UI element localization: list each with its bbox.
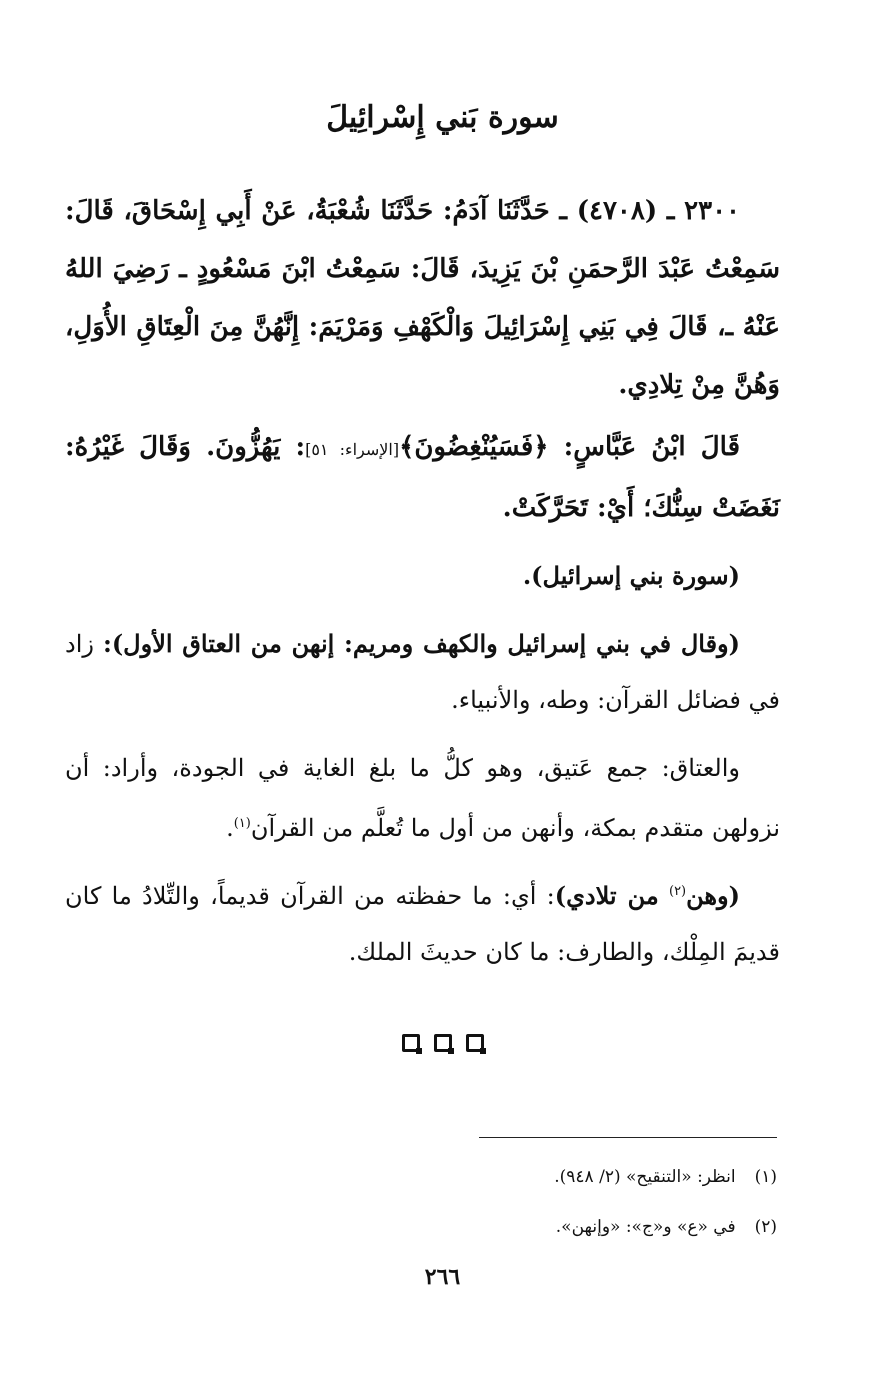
ornament-square-icon xyxy=(434,1034,452,1052)
commentary-paragraph-2 xyxy=(65,740,780,856)
footnote-separator xyxy=(479,1137,777,1138)
footnote-marker-1: (١) xyxy=(233,816,251,831)
footnote-text: في «ع» و«ج»: «وإنهن». xyxy=(555,1217,736,1237)
footnote-2 xyxy=(277,1202,777,1252)
commentary-quoted-a: (وهن xyxy=(686,881,740,910)
commentary-quoted-b: من تلادي) xyxy=(554,881,659,910)
footnote-number: (١) xyxy=(754,1167,777,1187)
page-number: ٢٦٦ xyxy=(424,1264,461,1290)
ibn-abbas-explanation: : يَهُزُّونَ. وَقَالَ غَيْرُهُ: نَغَضَتْ سِنُّكَ؛ أَيْ: تَحَرَّكَتْ. xyxy=(65,432,780,523)
commentary-atiq-text: والعتاق: جمع عَتيق، وهو كلُّ ما بلغ الغاية في الجودة، وأراد: أن نزولهن متقدم بمكة، وأنهن من أول ما تُعلَّم من القرآن xyxy=(65,754,780,842)
commentary-atiq-end: . xyxy=(226,814,234,842)
commentary-paragraph-3 xyxy=(65,864,780,980)
hadith-isnad: ٢٣٠٠ ـ (٤٧٠٨) ـ حَدَّثَنَا آدَمُ: حَدَّثَنَا شُعْبَةُ، عَنْ أَبِي إِسْحَاقَ، قَالَ: سَمِعْتُ عَبْدَ الرَّحمَنِ بْنَ يَزِيدَ، قَالَ: سَمِعْتُ ابْنَ مَسْعُودٍ ـ رَضِيَ اللهُ عَنْهُ ـ، قَالَ فِي بَنِي إِسْرَائِيلَ وَالْكَهْفِ وَمَرْيَمَ: xyxy=(65,196,780,342)
footnote-1 xyxy=(277,1152,777,1202)
ornament-square-icon xyxy=(402,1034,420,1052)
commentary-tilad-text: : أي: ما حفظته من القرآن قديماً، والتِّلادُ ما كان قديمَ المِلْك، والطارف: ما كان حديثَ الملك. xyxy=(65,882,780,966)
quran-reference: [الإسراء: ٥١] xyxy=(305,440,400,459)
footnotes xyxy=(277,1152,777,1252)
footnote-number: (٢) xyxy=(754,1217,777,1237)
hadith-paragraph xyxy=(65,182,780,414)
surah-title: سورة بَني إِسْرائِيلَ xyxy=(326,100,559,135)
commentary-paragraph-1 xyxy=(65,616,780,728)
commentary-surah-title: (سورة بني إسرائيل). xyxy=(522,561,740,590)
section-divider-ornament xyxy=(0,1034,885,1052)
hadith-matn: إِنَّهُنَّ مِنَ الْعِتَاقِ الأُوَلِ، وَهُنَّ مِنْ تِلادِي. xyxy=(65,312,780,400)
ibn-abbas-paragraph xyxy=(65,418,780,537)
commentary-addition: زاد في فضائل القرآن: وطه، والأنبياء. xyxy=(65,630,780,714)
footnote-marker-2: (٢) xyxy=(668,884,687,899)
footnote-text: انظر: «التنقيح» (٢/ ٩٤٨). xyxy=(554,1167,736,1187)
ornament-square-icon xyxy=(466,1034,484,1052)
commentary-quoted-text: (وقال في بني إسرائيل والكهف ومريم: إنهن من العتاق الأول): xyxy=(102,629,740,658)
ibn-abbas-intro: قَالَ ابْنُ عَبَّاسٍ: xyxy=(563,432,740,462)
quran-word: ﴿فَسَيُنْغِضُونَ﴾ xyxy=(399,432,549,462)
